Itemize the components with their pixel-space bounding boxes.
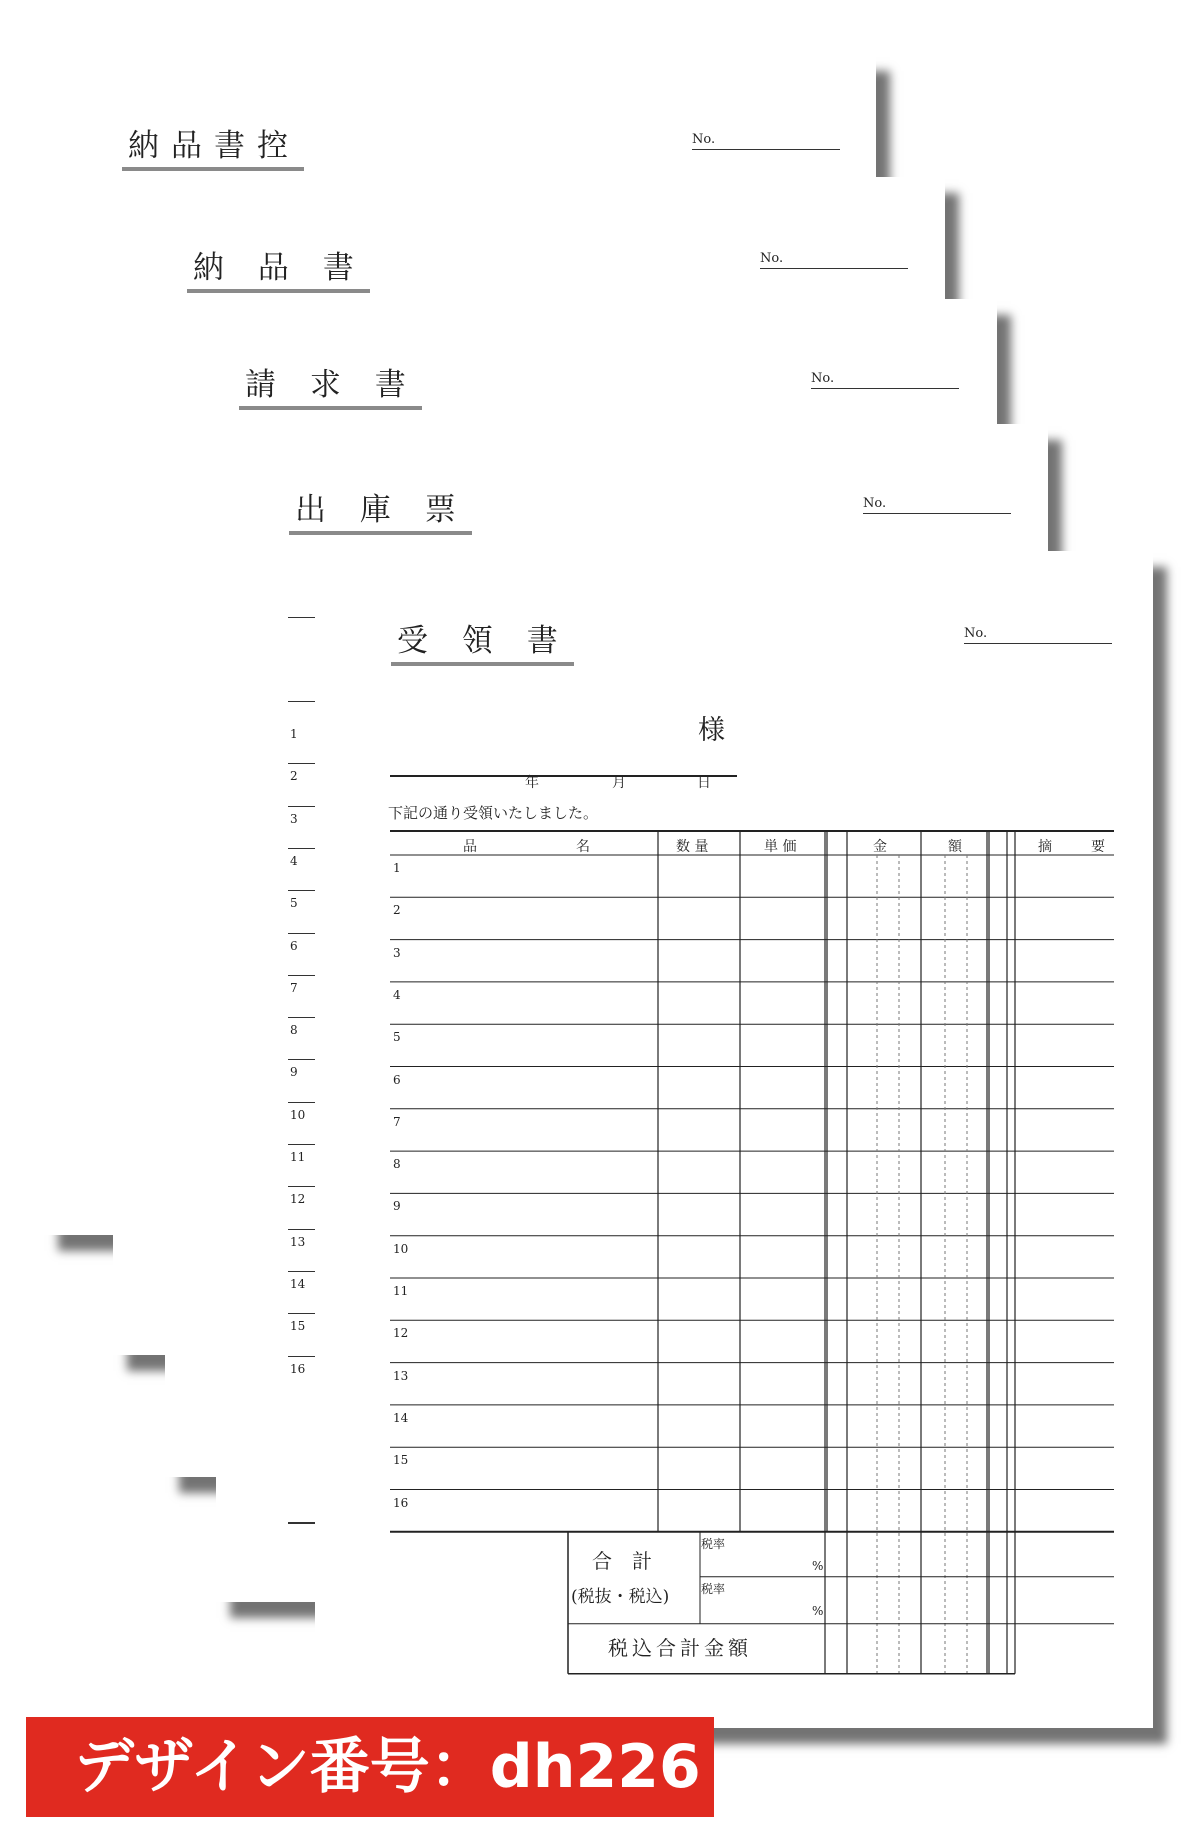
row-number: 3 bbox=[290, 811, 298, 826]
row-number: 16 bbox=[290, 1361, 306, 1376]
total-label: 合 計 bbox=[592, 1549, 652, 1573]
tax-rate-label-1: 税率 bbox=[701, 1537, 726, 1551]
row-number: 6 bbox=[290, 938, 298, 953]
row-number: 4 bbox=[290, 853, 298, 868]
row-number: 12 bbox=[290, 1192, 306, 1207]
sheet-title: 出 庫 票 bbox=[289, 492, 472, 535]
honorific-sama: 様 bbox=[698, 715, 725, 746]
design-number-banner bbox=[26, 1717, 714, 1817]
sheet-title: 請 求 書 bbox=[239, 367, 422, 410]
row-number: 5 bbox=[290, 896, 298, 911]
row-number: 13 bbox=[393, 1368, 409, 1383]
row-number: 15 bbox=[290, 1319, 306, 1334]
sheet-title: 受 領 書 bbox=[391, 623, 574, 666]
row-number: 7 bbox=[393, 1114, 401, 1129]
tax-rate-label-2: 税率 bbox=[701, 1582, 726, 1596]
row-number: 7 bbox=[290, 980, 298, 995]
grand-total-label: 税込合計金額 bbox=[608, 1636, 752, 1660]
row-number: 1 bbox=[393, 861, 401, 875]
percent-sign-1: % bbox=[812, 1559, 824, 1573]
number-field: No. bbox=[863, 495, 1011, 514]
row-number: 6 bbox=[393, 1072, 401, 1087]
row-number: 13 bbox=[290, 1234, 306, 1249]
row-number: 3 bbox=[393, 945, 401, 960]
row-number: 4 bbox=[393, 987, 401, 1002]
row-number: 2 bbox=[290, 769, 298, 784]
number-field: No. bbox=[760, 250, 908, 269]
receipt-statement: 下記の通り受領いたしました。 bbox=[388, 804, 599, 822]
number-field: No. bbox=[692, 131, 840, 150]
date-year: 年 bbox=[525, 775, 539, 791]
items-table-grid bbox=[315, 551, 1153, 1728]
percent-sign-2: % bbox=[812, 1604, 824, 1618]
header-remark-1: 摘 bbox=[1038, 839, 1052, 855]
row-number: 14 bbox=[290, 1276, 306, 1291]
sheet-title: 納 品 書 bbox=[187, 250, 370, 293]
row-number: 11 bbox=[290, 1150, 306, 1164]
number-field: No. bbox=[964, 625, 1112, 644]
header-amount-1: 金 bbox=[873, 839, 887, 855]
sheet-juryosho bbox=[315, 551, 1153, 1728]
date-day: 日 bbox=[697, 775, 711, 791]
header-remark-2: 要 bbox=[1091, 839, 1105, 855]
sheet-title: 納品書控 bbox=[122, 128, 304, 171]
row-number: 1 bbox=[290, 727, 298, 741]
row-number: 9 bbox=[393, 1199, 401, 1214]
design-number-text: デザイン番号：dh226 bbox=[74, 1732, 701, 1802]
row-number: 2 bbox=[393, 903, 401, 918]
row-number: 11 bbox=[393, 1284, 409, 1298]
row-number: 14 bbox=[393, 1410, 409, 1425]
header-amount-2: 額 bbox=[948, 839, 962, 855]
row-number: 12 bbox=[393, 1326, 409, 1341]
row-number: 10 bbox=[393, 1241, 409, 1256]
header-quantity: 数 量 bbox=[676, 839, 709, 855]
number-field: No. bbox=[811, 370, 959, 389]
row-number: 8 bbox=[393, 1157, 401, 1172]
tax-mode-label: (税抜・税込) bbox=[571, 1587, 670, 1607]
header-unit-price: 単 価 bbox=[764, 839, 797, 855]
row-number: 9 bbox=[290, 1065, 298, 1080]
date-month: 月 bbox=[612, 775, 626, 791]
row-number: 5 bbox=[393, 1030, 401, 1045]
row-number: 15 bbox=[393, 1453, 409, 1468]
row-number: 8 bbox=[290, 1023, 298, 1038]
row-number: 10 bbox=[290, 1107, 306, 1122]
header-name: 名 bbox=[576, 839, 590, 855]
row-number: 16 bbox=[393, 1495, 409, 1510]
header-item: 品 bbox=[463, 839, 477, 855]
